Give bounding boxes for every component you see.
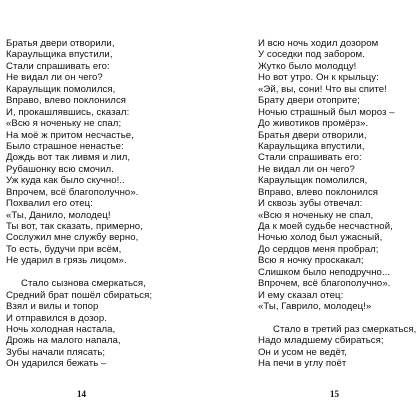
verse-line: И всю ночь ходил дозором [258,38,379,49]
verse-line: Рубашонку всю смочил. [6,163,114,175]
left-page-number: 14 [77,389,86,399]
verse-line: Зубы начали плясать; [6,346,106,358]
verse-line: Похвалил его отец: [6,198,93,210]
verse-line: Ночью холод был ужасный, [258,232,383,244]
verse-line: «Ты, Гаврило, молодец!» [258,301,372,313]
verse-line: Надо младшему сбираться; [258,335,384,347]
verse-line: То есть, будучи при всём, [6,243,122,255]
verse-line: Брату двери отоприте; [258,95,360,107]
verse-line: Стали спрашивать его: [258,152,362,164]
verse-line: До сердцов меня пробрал; [258,243,379,255]
verse-line: Караульщика впустили, [258,140,365,152]
verse-line: И отправился в дозор. [6,312,107,324]
verse-line: Он и усом не ведёт, [258,346,347,358]
verse-line: И ему сказал отец: [258,289,344,301]
verse-line: «Всю я ноченьку не спал, [258,209,374,221]
verse-line: И сквозь зубы отвечал: [258,198,363,210]
verse-line: Ночью страшный был мороз – [258,106,395,118]
verse-line: На печи в углу поёт [258,358,347,370]
stanza-gap [6,267,188,278]
verse-line: Взял и вилы и топор [6,301,99,313]
verse-line: До животиков промёрз». [258,118,369,130]
verse-line: Слишком было неподручно... [258,266,391,278]
right-page-text [258,38,420,370]
verse-line: Дождь вот так ливмя и лил, [6,152,131,164]
verse-line: «Ты, Данило, молодец! [6,209,111,221]
page-gutter [209,0,210,420]
verse-line: Жутко было молодцу! [258,60,357,72]
verse-line: Но вот утро. Он к крыльцу: [258,72,379,84]
verse-line: Стали спрашивать его: [6,60,110,72]
verse-line: Дрожь на малого напала, [6,335,121,347]
verse-line: Вправо, влево поклонился [258,186,379,198]
verse-line: Не ударил в грязь лицом». [6,255,127,267]
verse-line: Стало в третий раз смеркаться, [273,323,417,335]
stanza-gap [258,313,420,324]
verse-line: Братья двери отворили, [6,38,115,49]
verse-line: Караульщика впустили, [6,49,113,61]
right-page-number: 15 [330,389,339,399]
verse-line: Не видал ли он чего? [258,163,355,175]
verse-line: Уж куда как было скучно!.. [6,175,125,187]
verse-line: Всю я ночку проскакал; [258,255,364,267]
verse-line: Средний брат пошёл сбираться; [6,289,153,301]
verse-line: «Эй, вы, сони! Что вы спите! [258,83,387,95]
verse-line: Караульщик помолился, [258,175,368,187]
verse-line: Да к моей судьбе несчастной, [258,221,393,232]
verse-line: Ночь холодная настала, [6,323,116,335]
verse-line: Он ударился бежать – [6,358,107,370]
verse-line: Вправо, влево поклонился [6,95,127,107]
left-page-text [6,38,188,370]
verse-line: Впрочем, всё благополучно». [6,186,139,198]
verse-line: У соседки под забором. [258,49,365,61]
verse-line: Братья двери отворили, [258,129,367,141]
verse-line: Не видал ли он чего? [6,72,103,84]
verse-line: Было страшное ненастье: [6,140,124,152]
verse-line: Стало сызнова смеркаться, [21,278,146,290]
verse-line: «Всю я ноченьку не спал; [6,118,122,130]
verse-line: Караульщик помолился, [6,83,116,95]
verse-line: Сослужил мне службу верно, [6,232,139,244]
verse-line: Ты вот, так сказать, примерно, [6,221,143,232]
verse-line: На моё ж притом несчастье, [6,129,134,141]
verse-line: И, прокашлявшись, сказал: [6,106,130,118]
verse-line: Впрочем, всё благополучно». [258,278,391,290]
